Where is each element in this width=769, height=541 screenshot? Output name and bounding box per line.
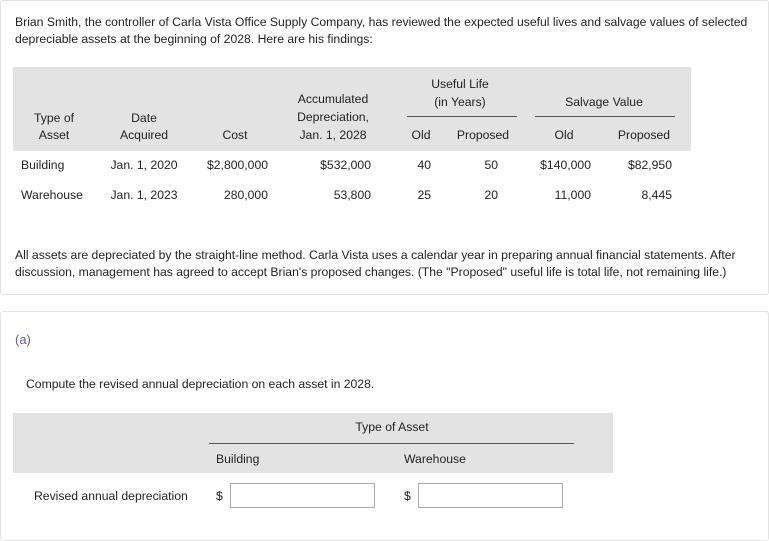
warehouse-depreciation-input[interactable]	[418, 483, 563, 508]
cell-salvage-old: $140,000	[540, 158, 591, 172]
header-type-line1: Type of	[34, 111, 74, 125]
cell-cost: $2,800,000	[207, 158, 268, 172]
header-accum-line1: Accumulated	[297, 92, 369, 106]
header-useful-life-line2: (in Years)	[434, 95, 486, 109]
part-a-card	[0, 311, 769, 541]
answer-col-warehouse: Warehouse	[404, 452, 466, 466]
header-salvage-proposed: Proposed	[617, 128, 671, 142]
cell-cost: 280,000	[223, 188, 268, 202]
cell-salvage-proposed: $82,950	[627, 158, 672, 172]
building-depreciation-input[interactable]	[230, 483, 375, 508]
answer-group-rule	[209, 443, 574, 444]
part-label: (a)	[15, 332, 31, 347]
building-currency-symbol: $	[216, 489, 223, 503]
problem-intro-text: Brian Smith, the controller of Carla Vista Office Supply Company, has reviewed the expected useful lives and salvage values of selected depreciable assets at the beginning of 2028. Here are his findings:	[15, 15, 748, 46]
cell-life-proposed: 50	[484, 158, 498, 172]
cell-salvage-proposed: 8,445	[641, 188, 672, 202]
asset-data-table	[13, 67, 691, 219]
useful-life-rule	[407, 116, 517, 117]
cell-life-old: 40	[417, 158, 431, 172]
cell-date: Jan. 1, 2020	[110, 158, 178, 172]
answer-row-label: Revised annual depreciation	[34, 489, 188, 503]
cell-accum: $532,000	[320, 158, 371, 172]
cell-type: Building	[21, 158, 65, 172]
answer-col-building: Building	[216, 452, 260, 466]
cell-salvage-old: 11,000	[554, 188, 591, 202]
header-accum-line2: Depreciation,	[297, 110, 369, 124]
problem-outro-text: All assets are depreciated by the straight-line method. Carla Vista uses a calendar year in preparing annual financial statements. After discussion, management has agreed to accept Brian's proposed changes. (The "Proposed" useful life is total life, not remaining life.)	[15, 248, 736, 279]
cell-type: Warehouse	[21, 188, 83, 202]
header-cost: Cost	[222, 128, 248, 142]
header-life-old: Old	[411, 128, 431, 142]
header-date-line1: Date	[131, 111, 157, 125]
header-type-line2: Asset	[38, 128, 70, 142]
header-accum-line3: Jan. 1, 2028	[299, 128, 367, 142]
header-useful-life-line1: Useful Life	[431, 77, 489, 91]
header-date-line2: Acquired	[119, 128, 169, 142]
part-instruction: Compute the revised annual depreciation on each asset in 2028.	[26, 377, 375, 391]
cell-date: Jan. 1, 2023	[110, 188, 178, 202]
cell-life-proposed: 20	[484, 188, 498, 202]
warehouse-currency-symbol: $	[404, 489, 411, 503]
header-salvage-old: Old	[554, 128, 574, 142]
salvage-value-rule	[535, 116, 675, 117]
answer-group-header: Type of Asset	[355, 420, 429, 434]
cell-life-old: 25	[417, 188, 431, 202]
header-salvage-value: Salvage Value	[565, 95, 643, 109]
cell-accum: 53,800	[333, 188, 371, 202]
header-life-proposed: Proposed	[456, 128, 510, 142]
